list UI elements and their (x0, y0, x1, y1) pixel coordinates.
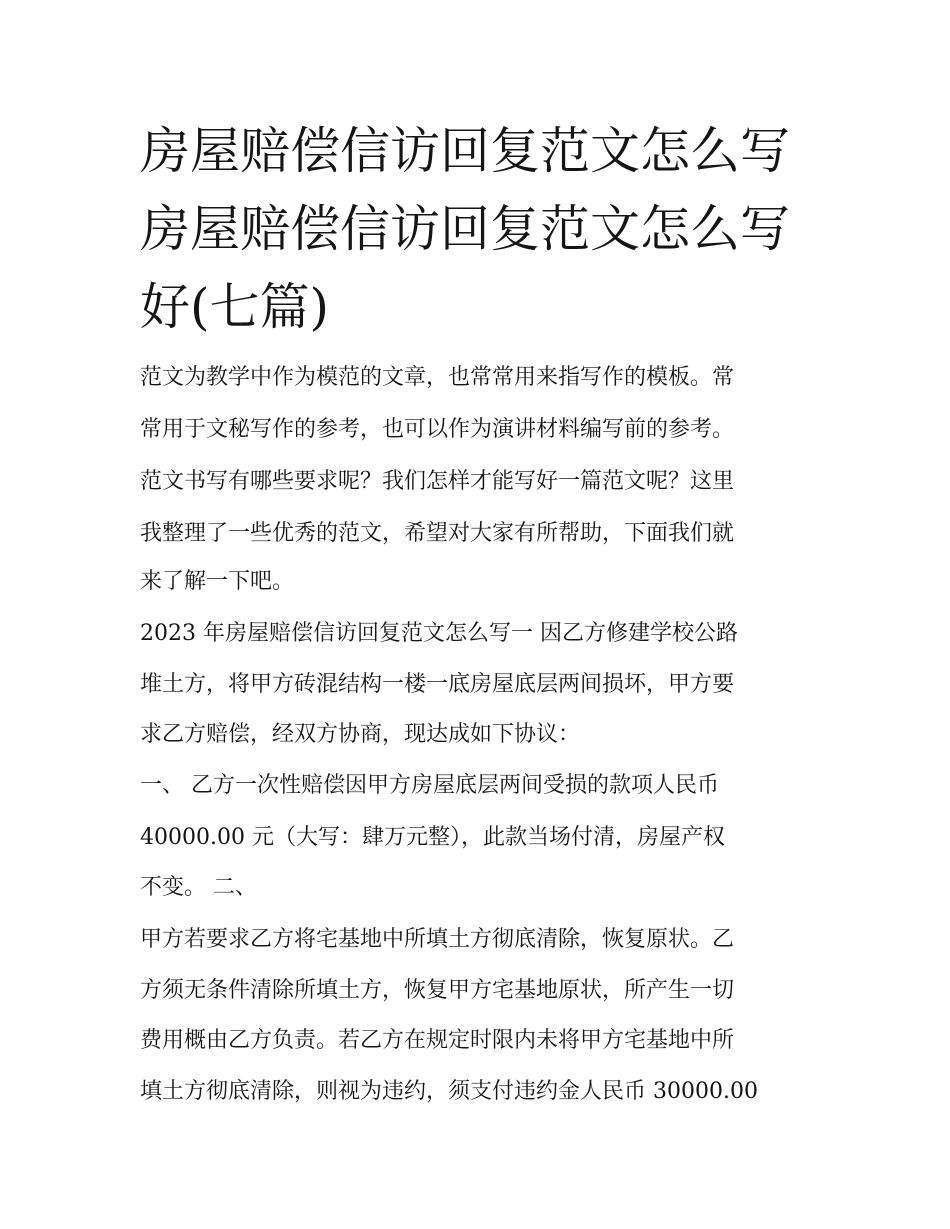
body-line: 40000.00 元（大写：肆万元整），此款当场付清，房屋产权 (140, 825, 725, 850)
body-line: 方须无条件清除所填土方，恢复甲方宅基地原状，所产生一切 (140, 978, 735, 1003)
body-line: 范文为教学中作为模范的文章，也常常用来指写作的模板。常 (140, 365, 735, 390)
body-line: 堆土方，将甲方砖混结构一楼一底房屋底层两间损坏，甲方要 (140, 672, 735, 697)
body-line: 常用于文秘写作的参考，也可以作为演讲材料编写前的参考。 (140, 417, 735, 442)
body-line: 范文书写有哪些要求呢？我们怎样才能写好一篇范文呢？这里 (140, 469, 735, 494)
body-line: 我整理了一些优秀的范文，希望对大家有所帮助，下面我们就 (140, 521, 735, 546)
body-line: 求乙方赔偿，经双方协商，现达成如下协议： (140, 722, 581, 747)
body-line: 一、 乙方一次性赔偿因甲方房屋底层两间受损的款项人民币 (140, 773, 719, 798)
body-line: 2023 年房屋赔偿信访回复范文怎么写一 因乙方修建学校公路 (140, 621, 738, 646)
title-line: 好(七篇) (140, 278, 330, 336)
body-line: 填土方彻底清除，则视为违约，须支付违约金人民币 30000.00 (140, 1079, 758, 1104)
title-line: 房屋赔偿信访回复范文怎么写 (140, 122, 790, 180)
body-line: 来了解一下吧。 (140, 569, 295, 594)
body-line: 费用概由乙方负责。若乙方在规定时限内未将甲方宅基地中所 (140, 1028, 735, 1053)
body-line: 甲方若要求乙方将宅基地中所填土方彻底清除，恢复原状。乙 (140, 927, 735, 952)
document-title (140, 112, 820, 346)
body-line: 不变。 二、 (140, 875, 257, 900)
title-line: 房屋赔偿信访回复范文怎么写 (140, 200, 790, 258)
